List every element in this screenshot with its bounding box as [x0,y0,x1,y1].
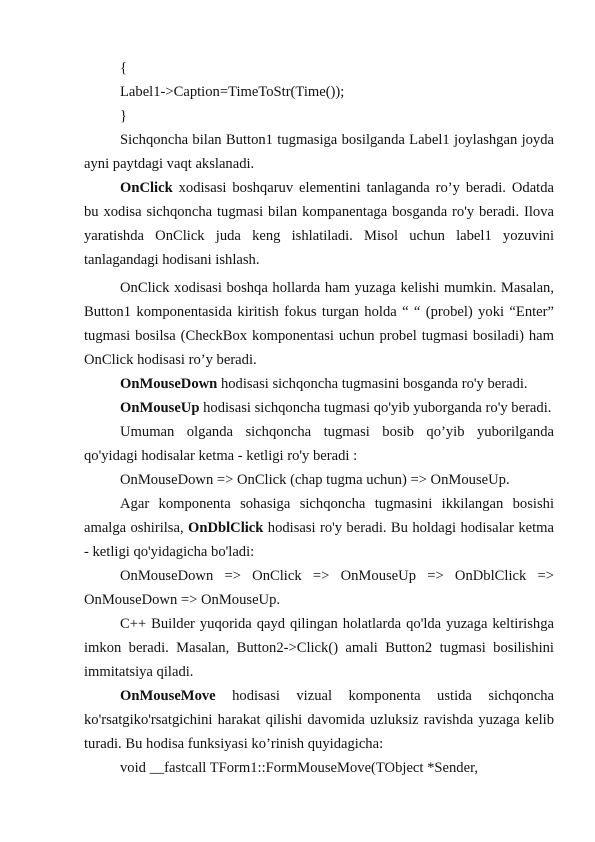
code-line-caption: Label1->Caption=TimeToStr(Time()); [120,84,345,100]
paragraph-onmouseup-text: hodisasi sichqoncha tugmasi qo'yib yuborganda ro'y beradi. [199,400,552,416]
paragraph-event-sequence-intro: Umuman olganda sichqoncha tugmasi bosib qo’yib yuborilganda qo'yidagi hodisalar ketma - ketligi ro'y beradi : [84,424,554,464]
document-page [84,56,554,780]
paragraph-ondblclick-start: Agar komponenta sohasiga sichqoncha tugmasini ikkilangan bosishi amalga oshirilsa, [84,496,554,536]
paragraph-onmousedown [84,372,554,396]
paragraph-onmouseup [84,396,554,420]
code-line-open-brace: { [120,60,128,76]
paragraph-ondblclick [84,492,554,564]
paragraph-onclick-other: OnClick xodisasi boshqa hollarda ham yuzaga kelishi mumkin. Masalan, Button1 komponentasida kiritish fokus turgan holda “ “ (probel) yoki “Enter” tugmasi bosilsa (CheckBox komponentasi uchun probel tugmasi bosiladi) ham OnClick hodisasi ro’y beradi. [84,280,554,368]
code-line-formmousemove: void __fastcall TForm1::FormMouseMove(TObject *Sender, [120,760,478,776]
paragraph-onmousedown-text: hodisasi sichqoncha tugmasini bosganda ro'y beradi. [217,376,528,392]
term-onclick: OnClick [120,180,173,196]
term-ondblclick: OnDblClick [187,520,264,536]
paragraph-dblclick-sequence: OnMouseDown => OnClick => OnMouseUp => OnDblClick => OnMouseDown => OnMouseUp. [84,568,554,608]
paragraph-click-sequence: OnMouseDown => OnClick (chap tugma uchun) => OnMouseUp. [120,472,510,488]
paragraph-onmousemove-text: hodisasi vizual komponenta ustida sichqoncha ko'rsatgiko'rsatgichini harakat qilishi davomida uzluksiz ravishda yuzaga kelib turadi. Bu hodisa funksiyasi ko’rinish quyidagicha: [84,688,554,752]
paragraph-onclick-text: xodisasi boshqaruv elementini tanlaganda ro’y beradi. Odatda bu xodisa sichqoncha tugmasi bilan kompanentaga bosganda ro'y beradi. Ilova yaratishda OnClick juda keng ishlatiladi. Misol uchun label1 yozuvini tanlagandagi hodisani ishlash. [84,180,554,268]
paragraph-onclick [84,176,554,272]
term-onmouseup: OnMouseUp [120,400,200,416]
code-line-close-brace: } [120,108,128,124]
term-onmousemove: OnMouseMove [120,688,216,704]
term-onmousedown: OnMouseDown [120,376,218,392]
paragraph-ondblclick-text: hodisasi ro'y beradi. Bu holdagi hodisalar ketma - ketligi qo'yidagicha bo'ladi: [84,520,554,560]
paragraph-cpp-builder: C++ Builder yuqorida qayd qilingan holatlarda qo'lda yuzaga keltirishga imkon beradi. Masalan, Button2->Click() amali Button2 tugmasi bosilishini immitatsiya qiladi. [84,616,554,680]
paragraph-onmousemove [84,684,554,756]
paragraph-button1-time: Sichqoncha bilan Button1 tugmasiga bosilganda Label1 joylashgan joyda ayni paytdagi vaqt akslanadi. [84,132,554,172]
